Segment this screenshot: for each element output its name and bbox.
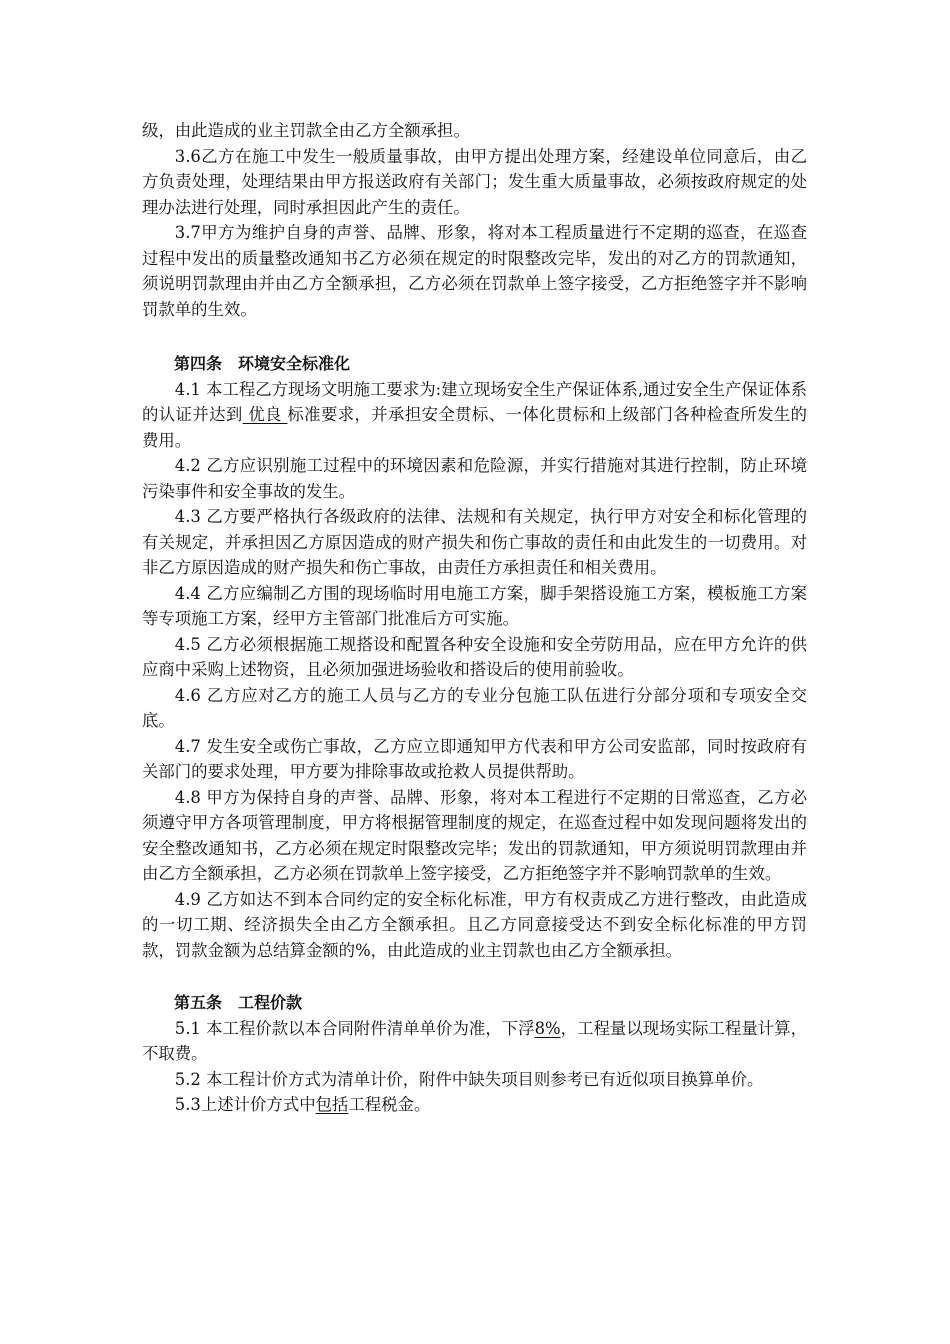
clause-4-1-text-b: 标准要求，并承担安全贯标、一体化贯标和上级部门各种检查所发生的费用。 [142,405,808,450]
clause-5-1-text-a: 5.1 本工程价款以本合同附件清单单价为准，下浮 [174,1018,535,1038]
clause-3-5-tail: 级，由此造成的业主罚款全由乙方全额承担。 [142,121,470,140]
clause-4-8: 4.8 甲方为保持自身的声誉、品牌、形象，将对本工程进行不定期的日常巡查，乙方必须遵守甲方各项管理制度，甲方将根据管理制度的规定，在巡查过程中如发现问题将发出的安全整改通知书，乙方必须在规定时限整改完毕；发出的罚款通知，甲方须说明罚款理由并由乙方全额承担，乙方必须在罚款单上签字接受，乙方拒绝签字并不影响罚款单的生效。 [142,787,807,883]
section-spacer [142,963,807,990]
clause-5-3-text-b: 工程税金。 [348,1095,431,1114]
contract-page [142,118,807,1118]
article-4-number: 第四条 [174,354,223,373]
clause-4-7: 4.7 发生安全或伤亡事故，乙方应立即通知甲方代表和甲方公司安监部，同时按政府有关部门的要求处理，甲方要为排除事故或抢救人员提供帮助。 [142,736,807,781]
clause-4-9: 4.9 乙方如达不到本合同约定的安全标化标准，甲方有权责成乙方进行整改，由此造成的一切工期、经济损失全由乙方全额承担。且乙方同意接受达不到安全标化标准的甲方罚款，罚款金额为总结算金额的%，由此造成的业主罚款也由乙方全额承担。 [142,889,807,960]
clause-5-2: 5.2 本工程计价方式为清单计价，附件中缺失项目则参考已有近似项目换算单价。 [174,1069,764,1089]
clause-5-1-text-b: ，工程量以现场实际工程量计算，不取费。 [142,1018,807,1063]
clause-5-3-fill: 包括 [315,1095,349,1114]
clause-4-2: 4.2 乙方应识别施工过程中的环境因素和危险源，并实行措施对其进行控制，防止环境污染事件和安全事故的发生。 [142,456,807,501]
clause-4-6: 4.6 乙方应对乙方的施工人员与乙方的专业分包施工队伍进行分部分项和专项安全交底。 [142,685,807,730]
article-4-heading [142,351,807,377]
clause-4-3: 4.3 乙方要严格执行各级政府的法律、法规和有关规定，执行甲方对安全和标化管理的有关规定，并承担因乙方原因造成的财产损失和伤亡事故的责任和由此发生的一切费用。对非乙方原因造成的财产损失和伤亡事故，由责任方承担责任和相关费用。 [142,507,807,577]
article-4-title: 环境安全标准化 [238,354,351,373]
clause-5-3-text-a: 5.3上述计价方式中 [174,1095,316,1114]
clause-4-5: 4.5 乙方必须根据施工规搭设和配置各种安全设施和安全劳防用品，应在甲方允许的供应商中采购上述物资，且必须加强进场验收和搭设后的使用前验收。 [142,634,807,679]
article-5-heading [142,990,807,1016]
clause-5-3 [142,1092,807,1118]
clause-4-1 [142,377,807,454]
section-spacer [142,322,807,351]
clause-3-7: 3.7甲方为维护自身的声誉、品牌、形象，将对本工程质量进行不定期的巡查，在巡查过程中发出的质量整改通知书乙方必须在规定的时限整改完毕，发出的对乙方的罚款通知，须说明罚款理由并由乙方全额承担，乙方必须在罚款单上签字接受，乙方拒绝签字并不影响罚款单的生效。 [142,223,807,319]
clause-4-1-text-a: 4.1 本工程乙方现场文明施工要求为:建立现场安全生产保证体系,通过安全生产保证体系的认证并达到 [142,379,807,424]
clause-3-6: 3.6乙方在施工中发生一般质量事故，由甲方提出处理方案，经建设单位同意后，由乙方负责处理，处理结果由甲方报送政府有关部门；发生重大质量事故，必须按政府规定的处理办法进行处理，同时承担因此产生的责任。 [142,146,807,217]
article-5-title: 工程价款 [238,993,303,1012]
clause-5-1-fill: 8% [534,1018,561,1038]
article-5-number: 第五条 [174,993,223,1012]
clause-4-1-fill: 优良 [242,405,288,424]
clause-4-4: 4.4 乙方应编制乙方围的现场临时用电施工方案，脚手架搭设施工方案，模板施工方案等专项施工方案，经甲方主管部门批准后方可实施。 [142,583,807,628]
clause-5-1 [142,1016,807,1067]
